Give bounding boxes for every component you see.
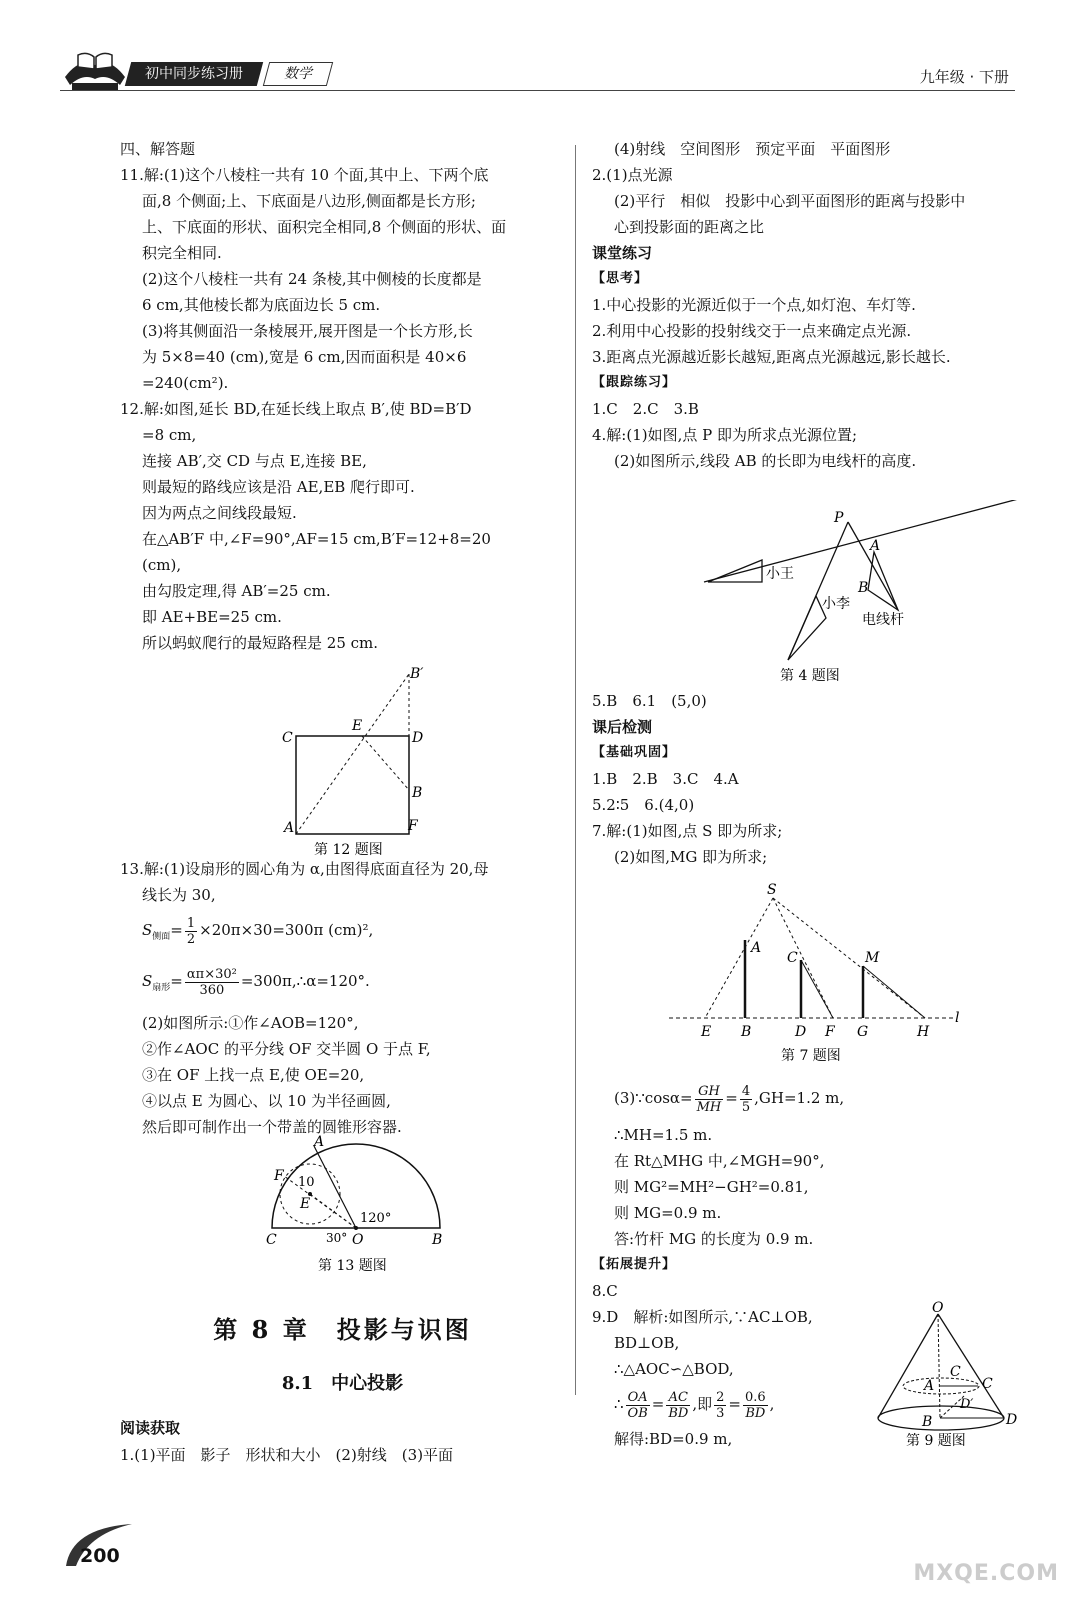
fig7-label-F: F xyxy=(825,1024,835,1040)
think-tag: 【思考】 xyxy=(592,271,649,286)
fig7-label-l: l xyxy=(955,1010,960,1026)
q11-line: 面,8 个侧面;上、下底面是八边形,侧面都是长方形; xyxy=(142,192,476,210)
fraction xyxy=(740,1084,752,1115)
fig13-label-120: 120° xyxy=(360,1211,392,1226)
q12-line: 因为两点之间线段最短. xyxy=(142,504,297,522)
fig13-label-E: E xyxy=(300,1196,311,1212)
q7-formula xyxy=(592,1074,1032,1122)
fig13-label-B: B xyxy=(432,1232,443,1248)
q5-line: 5.B 6.1 (5,0) xyxy=(592,692,707,710)
q13-line: ②作∠AOC 的平分线 OF 交半圆 O 于点 F, xyxy=(142,1040,431,1058)
extend-tag: 【拓展提升】 xyxy=(592,1257,677,1272)
q13-line: 然后即可制作出一个带盖的圆锥形容器. xyxy=(142,1118,402,1136)
chapter-block xyxy=(120,1310,565,1465)
fig9-label-C1: C xyxy=(950,1364,961,1380)
fraction-den: 360 xyxy=(199,982,225,998)
fig12-label-C: C xyxy=(282,730,293,746)
formula-post: , xyxy=(769,1395,775,1413)
q12-line: (cm), xyxy=(142,556,182,574)
fig13-label-A: A xyxy=(314,1134,325,1150)
formula-pre: (3)∵cosα= xyxy=(614,1089,693,1107)
q12-line: 连接 AB′,交 CD 与点 E,连接 BE, xyxy=(142,452,367,470)
fig7-label-B: B xyxy=(741,1024,752,1040)
q13-line: 线长为 30, xyxy=(142,886,216,904)
q13-formula-2 xyxy=(120,959,565,1010)
formula-symbol: S xyxy=(142,972,153,990)
formula-rest: ×20π×30=300π (cm)², xyxy=(199,921,374,939)
fraction-num: OA xyxy=(626,1390,650,1406)
right-line: (2)平行 相似 投影中心到平面图形的距离与投影中 xyxy=(614,192,966,210)
series-banner xyxy=(125,62,263,86)
fraction-num: απ×30² xyxy=(186,966,237,982)
fraction xyxy=(666,1390,690,1421)
q11-line: (2)这个八棱柱一共有 24 条棱,其中侧棱的长度都是 xyxy=(142,270,482,288)
fig12-label-F: F xyxy=(408,818,418,834)
q7-line: 则 MG²=MH²−GH²=0.81, xyxy=(614,1178,809,1196)
q13-line: ④以点 E 为圆心、以 10 为半径画圆, xyxy=(142,1092,391,1110)
fig13-label-30: 30° xyxy=(326,1231,348,1245)
q12-line: 即 AE+BE=25 cm. xyxy=(142,608,282,626)
fraction-den: 2 xyxy=(186,931,196,947)
basic-line: 1.B 2.B 3.C 4.A xyxy=(592,770,739,788)
q9-line: 9.D 解析:如图所示,∵AC⊥OB, xyxy=(592,1308,813,1326)
q13-block xyxy=(120,856,565,1140)
formula-post: ,GH=1.2 m, xyxy=(754,1089,845,1107)
q11-line: 6 cm,其他棱长都为底面边长 5 cm. xyxy=(142,296,381,314)
q8-line: 8.C xyxy=(592,1282,618,1300)
fig4-label-xiaowang: 小王 xyxy=(766,566,794,582)
page-number: 200 xyxy=(80,1545,120,1567)
fig4-label-pole: 电线杆 xyxy=(862,612,904,628)
fig12-label-E: E xyxy=(352,718,363,734)
formula-eq: = xyxy=(725,1089,738,1107)
right-column xyxy=(592,136,1032,474)
formula-pre: ∴ xyxy=(614,1395,624,1413)
fig4-label-B: B xyxy=(858,580,869,596)
fig12-label-D: D xyxy=(412,730,424,746)
fig12-caption: 第 12 题图 xyxy=(314,842,383,858)
fraction-num: 0.6 xyxy=(744,1389,766,1405)
fig9-caption: 第 9 题图 xyxy=(906,1433,966,1449)
subject-box xyxy=(263,62,333,86)
fig4-label-xiaoli: 小李 xyxy=(822,596,850,612)
fraction xyxy=(695,1084,724,1115)
q9-line: 解得:BD=0.9 m, xyxy=(614,1430,733,1448)
fig13-caption: 第 13 题图 xyxy=(318,1258,387,1274)
follow-line: 1.C 2.C 3.B xyxy=(592,400,699,418)
q7-line: 答:竹杆 MG 的长度为 0.9 m. xyxy=(614,1230,814,1248)
q11-line: =240(cm²). xyxy=(142,374,229,392)
right-column-middle xyxy=(592,688,1032,870)
fraction xyxy=(714,1390,726,1421)
follow-line: (2)如图所示,线段 AB 的长即为电线杆的高度. xyxy=(614,452,917,470)
follow-tag: 【跟踪练习】 xyxy=(592,375,677,390)
basic-line: 7.解:(1)如图,点 S 即为所求; xyxy=(592,822,783,840)
figure-13 xyxy=(262,1132,462,1280)
fig13-label-F: F xyxy=(274,1168,284,1184)
fraction xyxy=(743,1390,768,1421)
fraction-den: MH xyxy=(696,1099,722,1115)
basic-line: (2)如图,MG 即为所求; xyxy=(614,848,768,866)
q13-line: 13.解:(1)设扇形的圆心角为 α,由图得底面直径为 20,母 xyxy=(120,860,489,878)
q9-line: BD⊥OB, xyxy=(614,1334,680,1352)
fig4-label-P: P xyxy=(834,510,844,526)
q13-line: ③在 OF 上找一点 E,使 OE=20, xyxy=(142,1066,365,1084)
fig7-label-H: H xyxy=(917,1024,930,1040)
reading-line: 1.(1)平面 影子 形状和大小 (2)射线 (3)平面 xyxy=(120,1446,454,1464)
fig7-label-M: M xyxy=(865,950,880,966)
right-line: 2.(1)点光源 xyxy=(592,166,673,184)
fraction-den: 3 xyxy=(716,1405,725,1421)
fig4-label-A: A xyxy=(870,538,881,554)
q7-line: ∴MH=1.5 m. xyxy=(614,1126,713,1144)
fig7-label-S: S xyxy=(767,882,777,898)
think-line: 1.中心投影的光源近似于一个点,如灯泡、车灯等. xyxy=(592,296,916,314)
fraction xyxy=(185,916,197,947)
fig7-label-A: A xyxy=(751,940,762,956)
q11-line: 为 5×8=40 (cm),宽是 6 cm,因而面积是 40×6 xyxy=(142,348,467,366)
formula-subscript: 扇形 xyxy=(152,983,171,993)
series-title: 初中同步练习册 xyxy=(145,66,243,82)
formula-symbol: S xyxy=(142,921,153,939)
fraction-den: BD xyxy=(668,1405,689,1421)
formula-eq: = xyxy=(170,972,183,990)
formula-eq: = xyxy=(170,921,183,939)
basic-tag: 【基础巩固】 xyxy=(592,745,677,760)
q12-line: 12.解:如图,延长 BD,在延长线上取点 B′,使 BD=B′D xyxy=(120,400,472,418)
think-line: 2.利用中心投影的投射线交于一点来确定点光源. xyxy=(592,322,912,340)
q12-line: =8 cm, xyxy=(142,426,197,444)
fig12-label-B: B xyxy=(412,785,423,801)
fig7-label-D: D xyxy=(795,1024,807,1040)
figure-12 xyxy=(270,660,440,860)
fraction-den: BD xyxy=(745,1405,766,1421)
think-line: 3.距离点光源越近影长越短,距离点光源越远,影长越长. xyxy=(592,348,951,366)
fig12-label-A: A xyxy=(284,820,295,836)
fig4-caption: 第 4 题图 xyxy=(780,668,840,684)
q9-line: ∴△AOC∽△BOD, xyxy=(614,1360,734,1378)
column-divider xyxy=(575,145,576,1395)
grade-label: 九年级 · 下册 xyxy=(919,68,1009,86)
fraction-num: AC xyxy=(666,1390,690,1406)
fig9-label-O: O xyxy=(932,1300,944,1316)
q11-line: 上、下底面的形状、面积完全相同,8 个侧面的形状、面 xyxy=(142,218,507,236)
formula-rest: =300π,∴α=120°. xyxy=(240,972,370,990)
fig13-label-10: 10 xyxy=(298,1175,315,1190)
q11-line: 积完全相同. xyxy=(142,244,222,262)
q13-formula-1 xyxy=(120,908,565,959)
q11-line: 11.解:(1)这个八棱柱一共有 10 个面,其中上、下两个底 xyxy=(120,166,489,184)
page-header xyxy=(0,0,1089,100)
fig9-label-A: A xyxy=(924,1378,935,1394)
q12-line: 则最短的路线应该是沿 AE,EB 爬行即可. xyxy=(142,478,415,496)
basic-line: 5.2∶5 6.(4,0) xyxy=(592,796,695,814)
right-line: (4)射线 空间图形 预定平面 平面图形 xyxy=(614,140,891,158)
fraction-num: 4 xyxy=(741,1083,751,1099)
figure-7 xyxy=(665,880,975,1065)
fig13-label-C: C xyxy=(266,1232,277,1248)
fig9-label-C2: C xyxy=(982,1376,993,1392)
q12-line: 在△AB′F 中,∠F=90°,AF=15 cm,B′F=12+8=20 xyxy=(142,530,491,548)
fig7-label-C: C xyxy=(787,950,798,966)
q13-line: (2)如图所示:①作∠AOB=120°, xyxy=(142,1014,359,1032)
figure-9 xyxy=(868,1300,1028,1450)
fraction-num: 2 xyxy=(716,1389,725,1405)
fraction-den: OB xyxy=(627,1405,648,1421)
fig13-label-O: O xyxy=(352,1232,364,1248)
q12-line: 由勾股定理,得 AB′=25 cm. xyxy=(142,582,331,600)
fraction-num: 1 xyxy=(186,915,196,931)
q7-line: 则 MG=0.9 m. xyxy=(614,1204,722,1222)
fig7-label-G: G xyxy=(857,1024,869,1040)
fig9-label-D-prime: D′ xyxy=(960,1397,974,1412)
chapter-title: 第 8 章 投影与识图 xyxy=(213,1315,472,1344)
q11-line: (3)将其侧面沿一条棱展开,展开图是一个长方形,长 xyxy=(142,322,473,340)
subject-title: 数学 xyxy=(284,66,312,82)
formula-subscript: 侧面 xyxy=(152,932,171,942)
fig12-label-B-prime: B′ xyxy=(410,666,424,682)
watermark: MXQE.COM xyxy=(913,1561,1059,1586)
q12-line: 所以蚂蚁爬行的最短路程是 25 cm. xyxy=(142,634,379,652)
header-rule xyxy=(60,90,1015,91)
fig7-label-E: E xyxy=(701,1024,712,1040)
class-practice-heading: 课堂练习 xyxy=(592,244,653,262)
right-line: 心到投影面的距离之比 xyxy=(614,218,765,236)
fraction xyxy=(185,967,239,998)
formula-eq: = xyxy=(728,1395,741,1413)
figure-4 xyxy=(700,500,1030,690)
reading-heading: 阅读获取 xyxy=(120,1419,181,1437)
fraction-den: 5 xyxy=(741,1099,751,1115)
left-column xyxy=(120,136,560,656)
after-class-heading: 课后检测 xyxy=(592,718,653,736)
fraction xyxy=(626,1390,650,1421)
book-logo-icon xyxy=(60,47,130,91)
fraction-num: GH xyxy=(695,1084,724,1100)
section-heading: 8.1 中心投影 xyxy=(281,1373,404,1394)
formula-mid: ,即 xyxy=(692,1395,713,1413)
fig9-label-B: B xyxy=(922,1414,933,1430)
q7-line: 在 Rt△MHG 中,∠MGH=90°, xyxy=(614,1152,825,1170)
formula-eq: = xyxy=(651,1395,665,1413)
fig7-caption: 第 7 题图 xyxy=(781,1048,841,1064)
section-title: 四、解答题 xyxy=(120,140,196,158)
follow-line: 4.解:(1)如图,点 P 即为所求点光源位置; xyxy=(592,426,858,444)
fig9-label-D: D xyxy=(1006,1412,1018,1428)
